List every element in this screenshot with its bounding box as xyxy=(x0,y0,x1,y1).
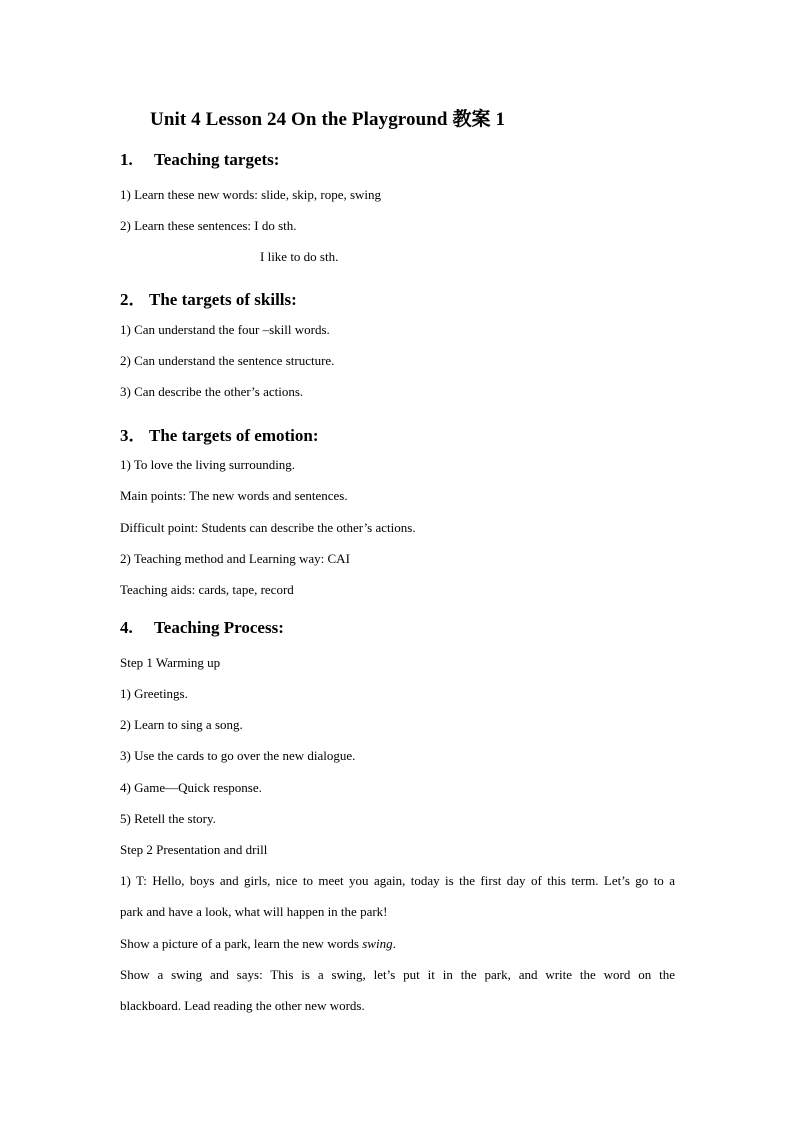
section-heading-targets-of-skills xyxy=(120,285,297,310)
text-line: Step 2 Presentation and drill xyxy=(120,842,268,857)
section-heading-teaching-targets xyxy=(120,150,279,170)
text-line: 3) Use the cards to go over the new dialogue. xyxy=(120,748,356,763)
text-line: 1) T: Hello, boys and girls, nice to meet you again, today is the first day of this term. Let’s go to a xyxy=(120,873,675,888)
emphasized-word: swing xyxy=(362,936,393,951)
section-title: Teaching targets: xyxy=(154,150,280,169)
text-line: I like to do sth. xyxy=(260,249,339,264)
text-line xyxy=(120,936,396,952)
text-line: 2) Can understand the sentence structure. xyxy=(120,353,335,368)
text-line: Show a swing and says: This is a swing, let’s put it in the park, and write the word on the xyxy=(120,967,675,982)
section-number: 1. xyxy=(120,150,133,169)
section-title: The targets of emotion: xyxy=(149,426,319,445)
text-line: 1) Greetings. xyxy=(120,686,188,701)
text-line: 2) Learn these sentences: I do sth. xyxy=(120,218,297,233)
text-line: blackboard. Lead reading the other new words. xyxy=(120,998,365,1013)
section-title: Teaching Process: xyxy=(154,618,284,637)
text-line: 2) Teaching method and Learning way: CAI xyxy=(120,551,350,566)
text-line: 1) Learn these new words: slide, skip, rope, swing xyxy=(120,187,382,202)
text-line: Step 1 Warming up xyxy=(120,655,221,670)
text-line: 5) Retell the story. xyxy=(120,811,216,826)
section-heading-targets-of-emotion xyxy=(120,421,319,446)
text-line: 1) Can understand the four –skill words. xyxy=(120,322,330,337)
text-line: 3) Can describe the other’s actions. xyxy=(120,384,304,399)
text-line: Difficult point: Students can describe the other’s actions. xyxy=(120,520,416,535)
text-line: Main points: The new words and sentences. xyxy=(120,488,348,503)
text-line: Teaching aids: cards, tape, record xyxy=(120,582,294,597)
text-line: 1) To love the living surrounding. xyxy=(120,457,296,472)
section-title: The targets of skills: xyxy=(149,290,297,309)
section-number: 3． xyxy=(120,426,146,445)
text-line: 2) Learn to sing a song. xyxy=(120,717,243,732)
page-title: Unit 4 Lesson 24 On the Playground 教案 1 xyxy=(150,109,506,130)
text-line: 4) Game—Quick response. xyxy=(120,780,262,795)
section-number: 2． xyxy=(120,290,146,309)
section-heading-teaching-process xyxy=(120,618,284,638)
text-line: park and have a look, what will happen in the park! xyxy=(120,904,388,919)
section-number: 4. xyxy=(120,618,133,637)
text-segment: Show a picture of a park, learn the new words xyxy=(120,936,363,951)
text-segment: . xyxy=(392,936,396,951)
